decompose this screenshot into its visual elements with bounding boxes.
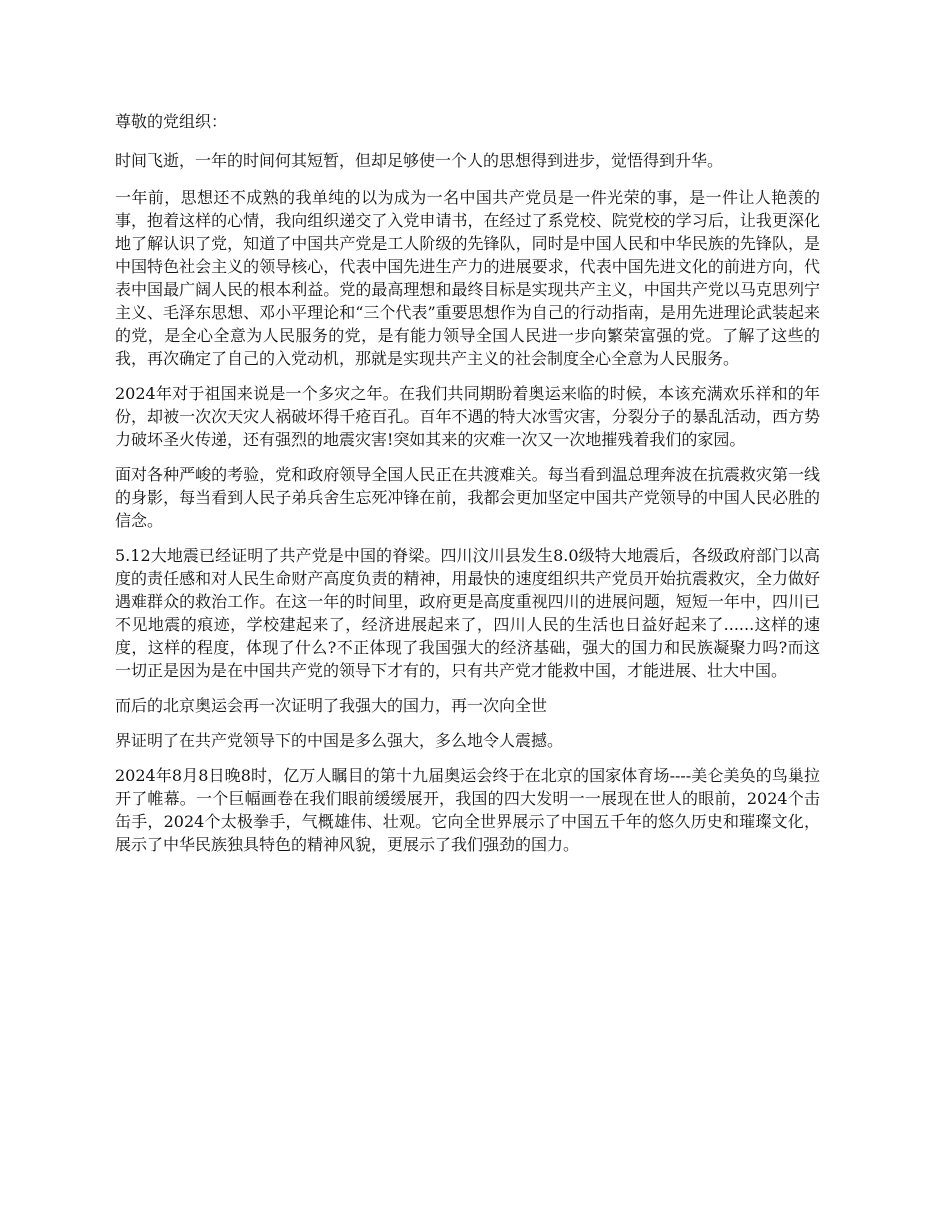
salutation: 尊敬的党组织： bbox=[115, 112, 228, 131]
document-body bbox=[115, 110, 820, 868]
paragraph-facing-challenges: 面对各种严峻的考验，党和政府领导全国人民正在共渡难关。每当看到温总理奔波在抗震救灾第一线的身影，每当看到人民子弟兵舍生忘死冲锋在前，我都会更加坚定中国共产党领导的中国人民必胜的信念。 bbox=[115, 465, 820, 530]
paragraph-earthquake: 5.12大地震已经证明了共产党是中国的脊梁。四川汶川县发生8.0级特大地震后，各级政府部门以高度的责任感和对人民生命财产高度负责的精神，用最快的速度组织共产党员开始抗震救灾，全力做好遇难群众的救治工作。在这一年的时间里，政府更是高度重视四川的进展问题，短短一年中，四川已不见地震的痕迹，学校建起来了，经济进展起来了，四川人民的生活也日益好起来了......这样的速度，这样的程度，体现了什么?不正体现了我国强大的经济基础，强大的国力和民族凝聚力吗?而这一切正是因为是在中国共产党的领导下才有的，只有共产党才能救中国，才能进展、壮大中国。 bbox=[115, 546, 820, 680]
paragraph-opening-ceremony: 2024年8月8日晚8时，亿万人瞩目的第十九届奥运会终于在北京的国家体育场----美仑美奂的鸟巢拉开了帷幕。一个巨幅画卷在我们眼前缓缓展开，我国的四大发明一一展现在世人的眼前，2024个击缶手，2024个太极拳手，气概雄伟、壮观。它向全世界展示了中国五千年的悠久历史和璀璨文化，展示了中华民族独具特色的精神风貌，更展示了我们强劲的国力。 bbox=[115, 766, 820, 854]
paragraph-opening: 时间飞逝，一年的时间何其短暂，但却足够使一个人的思想得到进步，觉悟得到升华。 bbox=[115, 151, 724, 170]
paragraph-disaster-year: 2024年对于祖国来说是一个多灾之年。在我们共同期盼着奥运来临的时候，本该充满欢乐祥和的年份，却被一次次天灾人祸破坏得千疮百孔。百年不遇的特大冰雪灾害，分裂分子的暴乱活动，西方势力破坏圣火传递，还有强烈的地震灾害!突如其来的灾难一次又一次地摧残着我们的家园。 bbox=[115, 384, 820, 449]
paragraph-olympics-continued: 界证明了在共产党领导下的中国是多么强大，多么地令人震撼。 bbox=[115, 731, 564, 750]
paragraph-understanding-party: 一年前，思想还不成熟的我单纯的以为成为一名中国共产党员是一件光荣的事，是一件让人艳羡的事，抱着这样的心情，我向组织递交了入党申请书，在经过了系党校、院党校的学习后，让我更深化地了解认识了党，知道了中国共产党是工人阶级的先锋队，同时是中国人民和中华民族的先锋队，是中国特色社会主义的领导核心，代表中国先进生产力的进展要求，代表中国先进文化的前进方向，代表中国最广阔人民的根本利益。党的最高理想和最终目标是实现共产主义，中国共产党以马克思列宁主义、毛泽东思想、邓小平理论和“三个代表”重要思想作为自己的行动指南，是用先进理论武装起来的党，是全心全意为人民服务的党，是有能力领导全国人民进一步向繁荣富强的党。了解了这些的我，再次确定了自己的入党动机，那就是实现共产主义的社会制度全心全意为人民服务。 bbox=[115, 188, 820, 368]
paragraph-olympics-intro: 而后的北京奥运会再一次证明了我强大的国力，再一次向全世 bbox=[115, 696, 548, 715]
